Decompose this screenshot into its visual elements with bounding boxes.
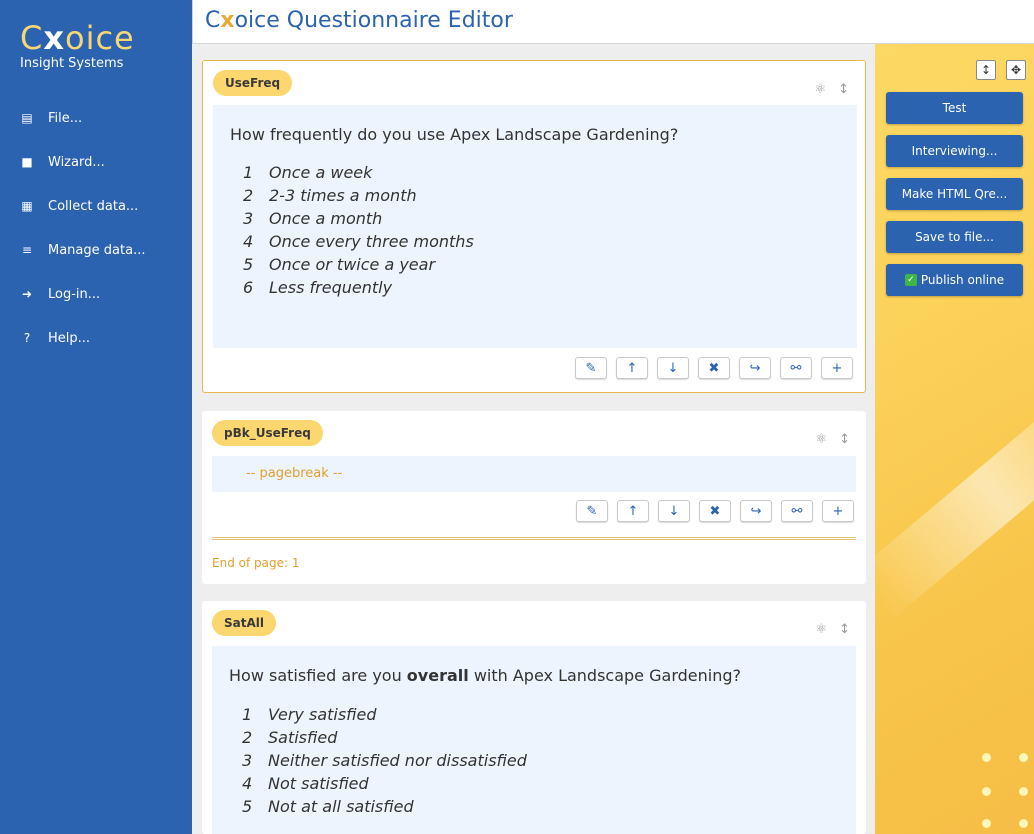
- title-x: x: [220, 8, 235, 33]
- option-label: Once a month: [269, 209, 383, 228]
- resize-vertical-icon[interactable]: ↕: [838, 82, 849, 97]
- option-code: 5: [243, 255, 254, 274]
- publish-online-button[interactable]: [886, 264, 1023, 296]
- decorative-dot: [1019, 787, 1028, 796]
- option-label: Very satisfied: [268, 705, 377, 724]
- move-up-button[interactable]: ↑: [617, 500, 649, 522]
- right-panel: [875, 44, 1034, 834]
- move-down-button[interactable]: ↓: [658, 500, 690, 522]
- logo-x: x: [43, 19, 65, 57]
- question-text-start: How satisfied are you: [229, 666, 407, 685]
- question-text: [229, 666, 741, 685]
- option-label: Not satisfied: [268, 774, 369, 793]
- delete-button[interactable]: ✖: [698, 357, 730, 379]
- table-icon: ▦: [21, 199, 33, 213]
- sidebar-item-login[interactable]: [0, 272, 192, 316]
- option-label: 2-3 times a month: [269, 186, 417, 205]
- option-code: 3: [242, 751, 253, 770]
- wizard-icon: ■: [21, 155, 33, 169]
- title-start: C: [205, 8, 221, 33]
- option-item: [242, 795, 527, 818]
- sidebar: [0, 0, 192, 834]
- option-item: [243, 276, 474, 299]
- option-label: Satisfied: [268, 728, 338, 747]
- logo-text-start: C: [20, 19, 44, 57]
- title-end: oice Questionnaire Editor: [234, 8, 513, 33]
- question-text-emphasis: overall: [406, 666, 469, 685]
- routing-button[interactable]: ↪: [739, 357, 771, 379]
- file-icon: ▤: [21, 111, 33, 125]
- question-tag[interactable]: SatAll: [212, 610, 276, 636]
- page-title: [205, 8, 513, 33]
- option-item: [242, 749, 527, 772]
- end-of-page-divider: [212, 537, 856, 540]
- resize-vertical-icon[interactable]: ↕: [839, 432, 850, 447]
- atom-icon[interactable]: ⚛: [815, 432, 828, 447]
- option-list: [243, 161, 474, 299]
- decorative-dot: [1019, 819, 1028, 828]
- publish-online-label: Publish online: [920, 273, 1005, 287]
- sidebar-item-wizard[interactable]: [0, 140, 192, 184]
- delete-button[interactable]: ✖: [699, 500, 731, 522]
- question-body: [213, 105, 857, 348]
- option-item: [242, 726, 527, 749]
- option-label: Once a week: [269, 163, 373, 182]
- option-code: 2: [242, 728, 253, 747]
- question-tag[interactable]: UseFreq: [213, 70, 292, 96]
- option-item: [243, 253, 474, 276]
- interviewing-button[interactable]: Interviewing...: [886, 135, 1023, 167]
- sidebar-nav: [0, 96, 192, 360]
- logo: [20, 18, 135, 58]
- option-code: 1: [243, 163, 254, 182]
- option-code: 1: [242, 705, 253, 724]
- option-code: 5: [242, 797, 253, 816]
- link-button[interactable]: ⚯: [781, 500, 813, 522]
- decorative-dot: [982, 753, 991, 762]
- decorative-dot: [982, 787, 991, 796]
- option-item: [242, 772, 527, 795]
- decorative-dot: [982, 819, 991, 828]
- resize-vertical-icon[interactable]: ↕: [839, 622, 850, 637]
- option-label: Not at all satisfied: [268, 797, 414, 816]
- card-tools: [815, 432, 850, 447]
- move-icon[interactable]: ✥: [1006, 60, 1026, 80]
- option-label: Once or twice a year: [269, 255, 436, 274]
- sidebar-item-collect-data[interactable]: [0, 184, 192, 228]
- option-code: 4: [243, 232, 254, 251]
- sidebar-item-label: Manage data...: [48, 242, 146, 258]
- sidebar-item-label: Collect data...: [48, 198, 139, 214]
- option-item: [243, 161, 474, 184]
- option-code: 6: [243, 278, 254, 297]
- option-list: [242, 703, 527, 818]
- end-of-page-label: End of page: 1: [212, 556, 300, 570]
- make-html-button[interactable]: Make HTML Qre...: [886, 178, 1023, 210]
- question-tag[interactable]: pBk_UseFreq: [212, 420, 323, 446]
- check-icon: ✓: [905, 274, 917, 286]
- option-code: 3: [243, 209, 254, 228]
- sidebar-item-label: Wizard...: [48, 154, 105, 170]
- edit-button[interactable]: ✎: [575, 357, 607, 379]
- help-icon: ?: [23, 331, 31, 345]
- option-code: 4: [242, 774, 253, 793]
- sidebar-item-manage-data[interactable]: [0, 228, 192, 272]
- option-item: [242, 703, 527, 726]
- routing-button[interactable]: ↪: [740, 500, 772, 522]
- option-label: Once every three months: [269, 232, 474, 251]
- sidebar-item-label: Help...: [48, 330, 91, 346]
- sidebar-item-help[interactable]: [0, 316, 192, 360]
- option-item: [243, 184, 474, 207]
- add-button[interactable]: +: [822, 500, 854, 522]
- question-card-usefreq[interactable]: [202, 60, 866, 393]
- option-label: Less frequently: [269, 278, 393, 297]
- sidebar-item-file[interactable]: [0, 96, 192, 140]
- option-code: 2: [243, 186, 254, 205]
- card-tools: [815, 622, 850, 637]
- question-text: How frequently do you use Apex Landscape Gardening?: [230, 125, 679, 144]
- decorative-streak: [875, 368, 1034, 620]
- option-item: [243, 207, 474, 230]
- sidebar-item-label: Log-in...: [48, 286, 101, 302]
- move-up-button[interactable]: ↑: [616, 357, 648, 379]
- resize-vertical-icon[interactable]: ↕: [976, 60, 996, 80]
- edit-button[interactable]: ✎: [576, 500, 608, 522]
- link-button[interactable]: ⚯: [780, 357, 812, 379]
- option-item: [243, 230, 474, 253]
- question-actions: [575, 357, 853, 379]
- logo-subtitle: Insight Systems: [20, 56, 124, 71]
- pagebreak-body: [212, 456, 856, 492]
- question-body: [212, 646, 856, 834]
- panel-toolbar: [976, 60, 1026, 80]
- header: [192, 0, 1034, 44]
- login-icon: ➜: [21, 287, 33, 301]
- option-label: Neither satisfied nor dissatisfied: [268, 751, 527, 770]
- pagebreak-text: -- pagebreak --: [246, 466, 343, 481]
- sidebar-item-label: File...: [48, 110, 83, 126]
- add-button[interactable]: +: [821, 357, 853, 379]
- logo-text-end: oice: [64, 19, 135, 57]
- save-to-file-button[interactable]: Save to file...: [886, 221, 1023, 253]
- question-card-pagebreak[interactable]: [202, 411, 866, 584]
- decorative-dot: [1019, 753, 1028, 762]
- test-button[interactable]: Test: [886, 92, 1023, 124]
- atom-icon[interactable]: ⚛: [814, 82, 827, 97]
- card-tools: [814, 82, 849, 97]
- question-card-satall[interactable]: [202, 601, 866, 834]
- move-down-button[interactable]: ↓: [657, 357, 689, 379]
- atom-icon[interactable]: ⚛: [815, 622, 828, 637]
- database-icon: ≡: [21, 243, 33, 257]
- question-actions: [576, 500, 854, 522]
- question-text-end: with Apex Landscape Gardening?: [468, 666, 741, 685]
